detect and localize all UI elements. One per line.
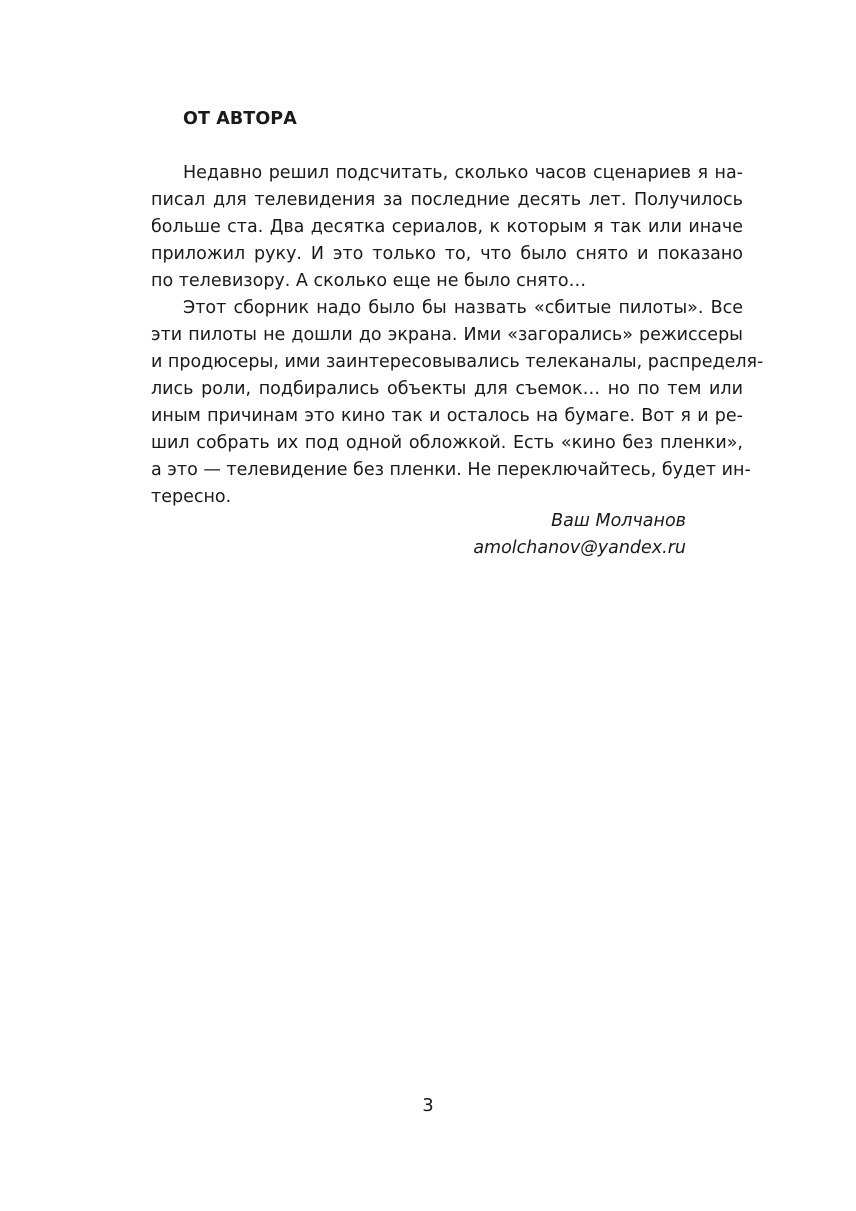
text-line: эти пилоты не дошли до экрана. Ими «загорались» режиссеры	[151, 325, 743, 345]
text-line: тересно.	[151, 487, 232, 507]
text-line: приложил руку. И это только то, что было снято и показано	[151, 244, 743, 264]
text-line: и продюсеры, ими заинтересовывались телеканалы, распределя-	[151, 352, 764, 372]
text-line: Недавно решил подсчитать, сколько часов сценариев я на-	[183, 163, 743, 183]
text-line: больше ста. Два десятка сериалов, к которым я так или иначе	[151, 217, 743, 237]
text-line: а это — телевидение без пленки. Не переключайтесь, будет ин-	[151, 460, 751, 480]
text-line: шил собрать их под одной обложкой. Есть «кино без пленки»,	[151, 433, 743, 453]
text-line: Этот сборник надо было бы назвать «сбитые пилоты». Все	[183, 298, 743, 318]
text-line: писал для телевидения за последние десять лет. Получилось	[151, 190, 743, 210]
signature-name: Ваш Молчанов	[551, 511, 686, 531]
page-number: 3	[422, 1095, 434, 1116]
text-line: по телевизору. А сколько еще не было снято…	[151, 271, 587, 291]
signature-email: amolchanov@yandex.ru	[473, 538, 686, 558]
text-line: иным причинам это кино так и осталось на бумаге. Вот я и ре-	[151, 406, 743, 426]
text-line: лись роли, подбирались объекты для съемок… но по тем или	[151, 379, 743, 399]
section-heading: ОТ АВТОРА	[183, 109, 297, 129]
